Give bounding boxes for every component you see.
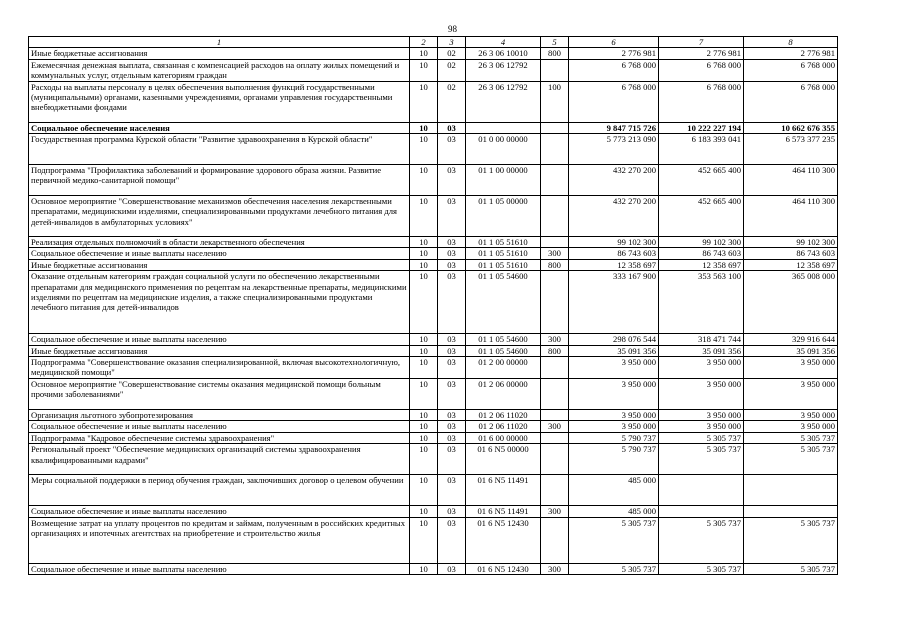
section-code-cell: 10 <box>410 409 438 420</box>
expense-type-cell <box>541 165 569 196</box>
expense-type-cell <box>541 517 569 563</box>
target-article-cell: 01 1 00 00000 <box>466 165 541 196</box>
row-name-cell: Региональный проект "Обеспечение медицинских организаций системы здравоохранения квалифицированными кадрами" <box>29 444 410 475</box>
column-number: 1 <box>29 37 410 48</box>
expense-type-cell: 800 <box>541 259 569 270</box>
expense-type-cell <box>541 59 569 81</box>
table-row <box>29 48 838 59</box>
subsection-code-cell: 02 <box>438 81 466 122</box>
amount-year1-cell: 5 773 213 090 <box>569 134 659 165</box>
row-name-cell: Социальное обеспечение и иные выплаты населению <box>29 248 410 259</box>
expense-type-cell: 300 <box>541 506 569 517</box>
target-article-cell: 01 2 06 11020 <box>466 409 541 420</box>
table-row <box>29 196 838 237</box>
section-code-cell: 10 <box>410 259 438 270</box>
amount-year3-cell <box>744 506 838 517</box>
amount-year1-cell: 3 950 000 <box>569 357 659 379</box>
column-number: 6 <box>569 37 659 48</box>
target-article-cell: 01 1 05 51610 <box>466 259 541 270</box>
row-name-cell: Организация льготного зубопротезирования <box>29 409 410 420</box>
section-code-cell: 10 <box>410 48 438 59</box>
expense-type-cell: 300 <box>541 563 569 574</box>
section-code-cell: 10 <box>410 475 438 506</box>
table-row <box>29 506 838 517</box>
row-name-cell: Подпрограмма "Профилактика заболеваний и формирование здорового образа жизни. Развитие первичной медико-санитарной помощи" <box>29 165 410 196</box>
amount-year1-cell: 5 790 737 <box>569 432 659 443</box>
subsection-code-cell: 03 <box>438 475 466 506</box>
amount-year3-cell: 464 110 300 <box>744 165 838 196</box>
amount-year3-cell: 6 768 000 <box>744 81 838 122</box>
amount-year2-cell: 452 665 400 <box>659 165 744 196</box>
expense-type-cell <box>541 196 569 237</box>
section-code-cell: 10 <box>410 506 438 517</box>
subsection-code-cell: 02 <box>438 48 466 59</box>
expense-type-cell <box>541 378 569 409</box>
amount-year1-cell: 432 270 200 <box>569 196 659 237</box>
subsection-code-cell: 03 <box>438 122 466 133</box>
row-name-cell: Социальное обеспечение и иные выплаты населению <box>29 334 410 345</box>
section-code-cell: 10 <box>410 334 438 345</box>
amount-year2-cell: 99 102 300 <box>659 237 744 248</box>
amount-year1-cell: 9 847 715 726 <box>569 122 659 133</box>
subsection-code-cell: 03 <box>438 506 466 517</box>
section-code-cell: 10 <box>410 122 438 133</box>
amount-year2-cell: 86 743 603 <box>659 248 744 259</box>
row-name-cell: Ежемесячная денежная выплата, связанная с компенсацией расходов на оплату жилых помещений и коммунальных услуг, отдельным категориям граждан <box>29 59 410 81</box>
target-article-cell: 01 0 00 00000 <box>466 134 541 165</box>
expense-type-cell <box>541 432 569 443</box>
amount-year2-cell: 6 768 000 <box>659 81 744 122</box>
section-code-cell: 10 <box>410 165 438 196</box>
column-number: 7 <box>659 37 744 48</box>
table-row <box>29 237 838 248</box>
amount-year2-cell: 318 471 744 <box>659 334 744 345</box>
section-code-cell: 10 <box>410 248 438 259</box>
section-code-cell: 10 <box>410 271 438 334</box>
subsection-code-cell: 03 <box>438 517 466 563</box>
table-row <box>29 563 838 574</box>
subsection-code-cell: 03 <box>438 345 466 356</box>
amount-year3-cell: 3 950 000 <box>744 409 838 420</box>
expense-type-cell: 300 <box>541 421 569 432</box>
section-code-cell: 10 <box>410 345 438 356</box>
expense-type-cell: 800 <box>541 48 569 59</box>
expense-type-cell <box>541 409 569 420</box>
amount-year2-cell: 5 305 737 <box>659 563 744 574</box>
amount-year2-cell: 3 950 000 <box>659 409 744 420</box>
expense-type-cell <box>541 237 569 248</box>
amount-year1-cell: 3 950 000 <box>569 378 659 409</box>
amount-year2-cell: 3 950 000 <box>659 378 744 409</box>
amount-year3-cell: 5 305 737 <box>744 444 838 475</box>
subsection-code-cell: 03 <box>438 271 466 334</box>
target-article-cell: 01 6 N5 12430 <box>466 517 541 563</box>
row-name-cell: Основное мероприятие "Совершенствование механизмов обеспечения населения лекарственными препаратами, медицинскими изделиями, специализированными продуктами лечебного питания для детей-инвалидов в амбулаторных условиях" <box>29 196 410 237</box>
subsection-code-cell: 03 <box>438 196 466 237</box>
amount-year2-cell: 353 563 100 <box>659 271 744 334</box>
subsection-code-cell: 03 <box>438 165 466 196</box>
column-number: 3 <box>438 37 466 48</box>
section-code-cell: 10 <box>410 134 438 165</box>
expense-type-cell <box>541 444 569 475</box>
target-article-cell: 01 6 N5 11491 <box>466 475 541 506</box>
amount-year2-cell: 5 305 737 <box>659 517 744 563</box>
target-article-cell: 01 2 00 00000 <box>466 357 541 379</box>
row-name-cell: Подпрограмма "Совершенствование оказания специализированной, включая высокотехнологичную, медицинской помощи" <box>29 357 410 379</box>
table-row <box>29 165 838 196</box>
budget-table <box>28 36 838 575</box>
amount-year3-cell: 10 662 676 355 <box>744 122 838 133</box>
table-row <box>29 421 838 432</box>
target-article-cell: 26 3 06 12792 <box>466 81 541 122</box>
page-number: 98 <box>448 24 457 34</box>
subsection-code-cell: 02 <box>438 59 466 81</box>
amount-year1-cell: 35 091 356 <box>569 345 659 356</box>
row-name-cell: Иные бюджетные ассигнования <box>29 259 410 270</box>
table-row <box>29 59 838 81</box>
amount-year2-cell: 6 768 000 <box>659 59 744 81</box>
row-name-cell: Иные бюджетные ассигнования <box>29 48 410 59</box>
amount-year3-cell <box>744 475 838 506</box>
table-body <box>29 37 838 575</box>
amount-year2-cell <box>659 506 744 517</box>
table-row <box>29 134 838 165</box>
amount-year2-cell: 35 091 356 <box>659 345 744 356</box>
amount-year1-cell: 12 358 697 <box>569 259 659 270</box>
amount-year3-cell: 5 305 737 <box>744 563 838 574</box>
amount-year2-cell: 3 950 000 <box>659 421 744 432</box>
table-row <box>29 122 838 133</box>
amount-year2-cell: 2 776 981 <box>659 48 744 59</box>
target-article-cell: 01 6 N5 12430 <box>466 563 541 574</box>
amount-year1-cell: 333 167 900 <box>569 271 659 334</box>
amount-year2-cell: 5 305 737 <box>659 444 744 475</box>
subsection-code-cell: 03 <box>438 444 466 475</box>
amount-year1-cell: 298 076 544 <box>569 334 659 345</box>
amount-year1-cell: 485 000 <box>569 475 659 506</box>
row-name-cell: Подпрограмма "Кадровое обеспечение системы здравоохранения" <box>29 432 410 443</box>
amount-year2-cell: 452 665 400 <box>659 196 744 237</box>
row-name-cell: Меры социальной поддержки в период обучения граждан, заключивших договор о целевом обучении <box>29 475 410 506</box>
amount-year1-cell: 2 776 981 <box>569 48 659 59</box>
target-article-cell: 01 1 05 51610 <box>466 237 541 248</box>
section-code-cell: 10 <box>410 237 438 248</box>
target-article-cell: 01 1 05 00000 <box>466 196 541 237</box>
amount-year2-cell: 6 183 393 041 <box>659 134 744 165</box>
subsection-code-cell: 03 <box>438 409 466 420</box>
table-row <box>29 334 838 345</box>
expense-type-cell: 300 <box>541 248 569 259</box>
expense-type-cell: 100 <box>541 81 569 122</box>
amount-year1-cell: 3 950 000 <box>569 421 659 432</box>
row-name-cell: Возмещение затрат на уплату процентов по кредитам и займам, полученным в российских кредитных организациях и ипотечных агентствах на приобретение и строительство жилья <box>29 517 410 563</box>
table-row <box>29 357 838 379</box>
column-number-row <box>29 37 838 48</box>
amount-year3-cell: 329 916 644 <box>744 334 838 345</box>
amount-year1-cell: 6 768 000 <box>569 81 659 122</box>
subsection-code-cell: 03 <box>438 421 466 432</box>
target-article-cell: 01 1 05 54600 <box>466 334 541 345</box>
amount-year1-cell: 5 305 737 <box>569 517 659 563</box>
amount-year1-cell: 3 950 000 <box>569 409 659 420</box>
amount-year3-cell: 12 358 697 <box>744 259 838 270</box>
amount-year3-cell: 35 091 356 <box>744 345 838 356</box>
table-row <box>29 345 838 356</box>
row-name-cell: Иные бюджетные ассигнования <box>29 345 410 356</box>
amount-year3-cell: 6 768 000 <box>744 59 838 81</box>
amount-year2-cell: 10 222 227 194 <box>659 122 744 133</box>
row-name-cell: Социальное обеспечение населения <box>29 122 410 133</box>
table-row <box>29 475 838 506</box>
expense-type-cell <box>541 357 569 379</box>
table-row <box>29 517 838 563</box>
amount-year2-cell: 12 358 697 <box>659 259 744 270</box>
subsection-code-cell: 03 <box>438 378 466 409</box>
target-article-cell: 26 3 06 12792 <box>466 59 541 81</box>
row-name-cell: Реализация отдельных полномочий в области лекарственного обеспечения <box>29 237 410 248</box>
amount-year1-cell: 6 768 000 <box>569 59 659 81</box>
target-article-cell: 26 3 06 10010 <box>466 48 541 59</box>
expense-type-cell <box>541 122 569 133</box>
expense-type-cell <box>541 271 569 334</box>
table-row <box>29 378 838 409</box>
expense-type-cell <box>541 134 569 165</box>
target-article-cell: 01 1 05 51610 <box>466 248 541 259</box>
table-row <box>29 432 838 443</box>
subsection-code-cell: 03 <box>438 259 466 270</box>
amount-year1-cell: 432 270 200 <box>569 165 659 196</box>
expense-type-cell: 300 <box>541 334 569 345</box>
amount-year1-cell: 5 305 737 <box>569 563 659 574</box>
subsection-code-cell: 03 <box>438 248 466 259</box>
table-row <box>29 248 838 259</box>
section-code-cell: 10 <box>410 432 438 443</box>
target-article-cell <box>466 122 541 133</box>
amount-year3-cell: 3 950 000 <box>744 378 838 409</box>
expense-type-cell: 800 <box>541 345 569 356</box>
subsection-code-cell: 03 <box>438 237 466 248</box>
row-name-cell: Оказание отдельным категориям граждан социальной услуги по обеспечению лекарственными препаратами для медицинского применения по рецептам на лекарственные препараты, медицинскими изделиями по рецептам на медицинские изделия, а также специализированными продуктами лечебного питания для детей-инвалидов <box>29 271 410 334</box>
target-article-cell: 01 1 05 54600 <box>466 271 541 334</box>
target-article-cell: 01 2 06 00000 <box>466 378 541 409</box>
column-number: 2 <box>410 37 438 48</box>
amount-year3-cell: 3 950 000 <box>744 357 838 379</box>
section-code-cell: 10 <box>410 59 438 81</box>
amount-year3-cell: 6 573 377 235 <box>744 134 838 165</box>
subsection-code-cell: 03 <box>438 357 466 379</box>
row-name-cell: Основное мероприятие "Совершенствование системы оказания медицинской помощи больным прочими заболеваниями" <box>29 378 410 409</box>
amount-year1-cell: 485 000 <box>569 506 659 517</box>
amount-year2-cell <box>659 475 744 506</box>
subsection-code-cell: 03 <box>438 563 466 574</box>
row-name-cell: Государственная программа Курской области "Развитие здравоохранения в Курской области" <box>29 134 410 165</box>
section-code-cell: 10 <box>410 357 438 379</box>
amount-year3-cell: 2 776 981 <box>744 48 838 59</box>
amount-year3-cell: 3 950 000 <box>744 421 838 432</box>
target-article-cell: 01 1 05 54600 <box>466 345 541 356</box>
row-name-cell: Социальное обеспечение и иные выплаты населению <box>29 506 410 517</box>
table-row <box>29 81 838 122</box>
table-row <box>29 444 838 475</box>
column-number: 8 <box>744 37 838 48</box>
table-row <box>29 271 838 334</box>
amount-year3-cell: 5 305 737 <box>744 517 838 563</box>
amount-year1-cell: 99 102 300 <box>569 237 659 248</box>
amount-year2-cell: 5 305 737 <box>659 432 744 443</box>
section-code-cell: 10 <box>410 421 438 432</box>
section-code-cell: 10 <box>410 378 438 409</box>
subsection-code-cell: 03 <box>438 432 466 443</box>
expense-type-cell <box>541 475 569 506</box>
amount-year1-cell: 86 743 603 <box>569 248 659 259</box>
target-article-cell: 01 2 06 11020 <box>466 421 541 432</box>
amount-year3-cell: 365 008 000 <box>744 271 838 334</box>
section-code-cell: 10 <box>410 517 438 563</box>
row-name-cell: Расходы на выплаты персоналу в целях обеспечения выполнения функций государственными (муниципальными) органами, казенными учреждениями, органами управления государственными внебюджетными фондами <box>29 81 410 122</box>
section-code-cell: 10 <box>410 563 438 574</box>
subsection-code-cell: 03 <box>438 134 466 165</box>
target-article-cell: 01 6 N5 11491 <box>466 506 541 517</box>
row-name-cell: Социальное обеспечение и иные выплаты населению <box>29 563 410 574</box>
target-article-cell: 01 6 N5 00000 <box>466 444 541 475</box>
column-number: 4 <box>466 37 541 48</box>
amount-year1-cell: 5 790 737 <box>569 444 659 475</box>
amount-year3-cell: 5 305 737 <box>744 432 838 443</box>
section-code-cell: 10 <box>410 444 438 475</box>
target-article-cell: 01 6 00 00000 <box>466 432 541 443</box>
section-code-cell: 10 <box>410 196 438 237</box>
table-row <box>29 409 838 420</box>
amount-year3-cell: 86 743 603 <box>744 248 838 259</box>
table-row <box>29 259 838 270</box>
amount-year2-cell: 3 950 000 <box>659 357 744 379</box>
column-number: 5 <box>541 37 569 48</box>
amount-year3-cell: 99 102 300 <box>744 237 838 248</box>
amount-year3-cell: 464 110 300 <box>744 196 838 237</box>
section-code-cell: 10 <box>410 81 438 122</box>
subsection-code-cell: 03 <box>438 334 466 345</box>
row-name-cell: Социальное обеспечение и иные выплаты населению <box>29 421 410 432</box>
